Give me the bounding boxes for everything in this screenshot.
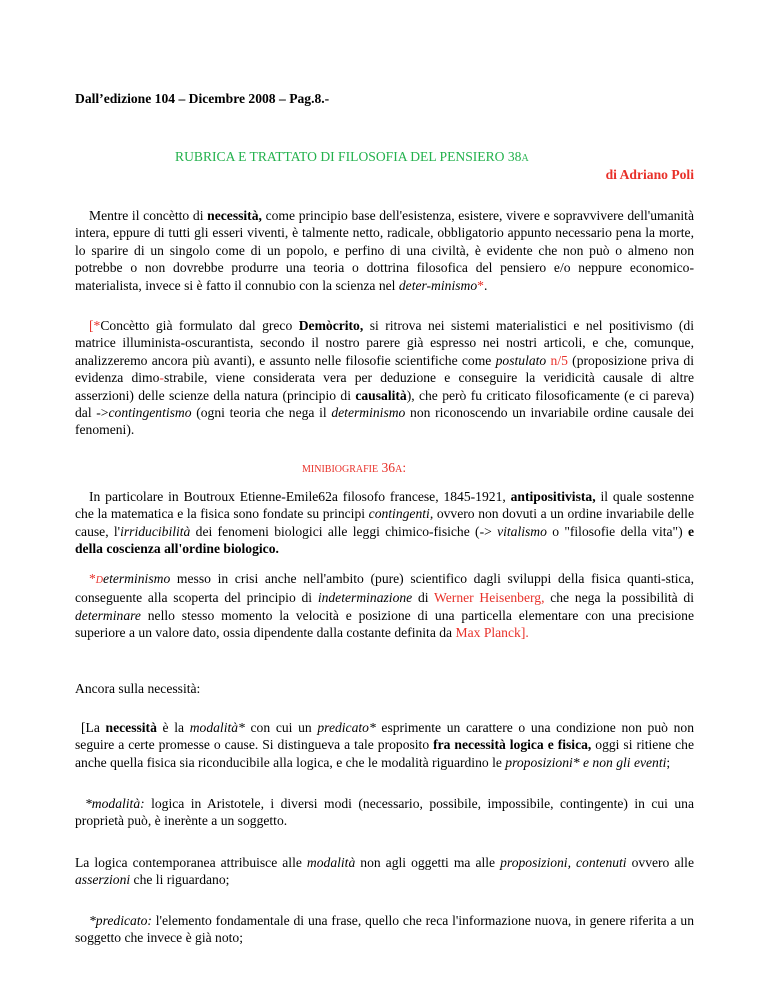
italic-term: determinare (75, 607, 141, 623)
section-title-suffix: A (521, 153, 529, 164)
italic-term: postulato (495, 352, 547, 368)
italic-term: asserzioni (75, 872, 131, 888)
paragraph-determinismo (75, 570, 694, 642)
text-run: con cui un (244, 720, 318, 735)
italic-term: predicato* (317, 720, 376, 735)
text-run: il quale sostenne che la matematica e la fisica sono fondate su principi (75, 489, 694, 522)
text-run: ovvero non dovuti a un ordine invariabile delle cause, l' (75, 506, 694, 539)
italic-term: determinismo (331, 405, 406, 421)
text-run: (ogni teoria che nega il (191, 405, 332, 421)
text-run: come principio base dell'esistenza, esistere, vivere e sopravvivere dell'umanità intera, eppure di tutti gli esseri viventi, è talmente netto, radicale, obbligatorio appunto necessario pena la morte, lo sparire di un singolo come di un popolo, e perfino di una civiltà, è evidente che non può o almeno non potrebbe o non dovrebbe produrre una teoria o dottrina filosofica del pensiero e/o neppure economico-materialista, invece si è fatto il connubio con la scienza nel (75, 208, 694, 293)
italic-term: eterminismo (103, 571, 171, 586)
text-run: messo in crisi anche nell'ambito (pure) scientifico dagli sviluppi della fisica quanti-stica, conseguente alla scoperta del principio di (75, 571, 694, 606)
text-run: ), che però fu criticato filosoficamente (e ci pareva) dal -> (75, 387, 694, 421)
text-run: non riconoscendo un invariabile ordine causale dei fenomeni). (75, 405, 695, 438)
italic-term: deter-minismo (398, 277, 478, 293)
paragraph-logica (75, 854, 694, 889)
text-run: In particolare in Boutroux Etienne-Emile62a filosofo francese, 1845-1921, (89, 489, 511, 504)
italic-term: modalità (306, 855, 356, 870)
footnote-star: * (89, 571, 96, 586)
paragraph-ancora: Ancora sulla necessità: (75, 681, 201, 696)
text-run: dei fenomeni biologici alle leggi chimico-fisiche (-> (190, 523, 498, 539)
text-run: logica in Aristotele, i diversi modi (necessario, possibile, impossibile, contingente) in cui una proprietà può, è inerènte a un soggetto. (75, 796, 694, 829)
name-heisenberg: Werner Heisenberg, (434, 590, 545, 606)
text-run: che nega la possibilità di (544, 590, 694, 606)
footnote-star: * (477, 277, 484, 293)
paragraph-la-necessita (75, 719, 694, 771)
italic-term: vitalismo (497, 523, 547, 539)
text-run: non agli oggetti ma alle (355, 855, 501, 870)
paragraph-boutroux (75, 488, 694, 558)
text-run: . (483, 277, 488, 293)
minibiografie-heading (302, 459, 406, 477)
minibiografie-number: 36 (378, 460, 396, 475)
name-planck: Max Planck]. (455, 625, 529, 641)
text-run: o "filosofie della vita") (546, 523, 688, 539)
hyphen-mark: - (159, 370, 164, 386)
author-line: di Adriano Poli (605, 167, 694, 182)
bold-term: Demòcrito, (298, 318, 364, 333)
bold-term: fra necessità logica e fisica, (433, 737, 592, 753)
section-title (175, 149, 529, 165)
text-run: è la (156, 720, 190, 735)
bold-term: antipositivista, (510, 489, 596, 504)
text-run: esprimente un carattere o una condizione non può non seguire a certe promesse o cause. Si distingueva a tale proposito (75, 720, 694, 753)
bold-term: necessità (105, 720, 157, 735)
italic-term: *modalità: (85, 796, 145, 811)
text-run: nello stesso momento la velocità e posizione di una particella elementare con una precisione superiore a un valore dato, ossia dipendente dalla costante definita da (75, 607, 694, 641)
bracket-star: [* (89, 318, 101, 333)
text-run: La logica contemporanea attribuisce alle (75, 855, 307, 870)
paragraph-predicato (75, 912, 694, 947)
minibiografie-label: MINIBIOGRAFIE (302, 464, 379, 475)
italic-term: proposizioni, contenuti (500, 855, 627, 870)
italic-term: irriducibilità (120, 523, 191, 539)
text-run: oggi si ritiene che anche quella fisica sia riconducibile alla logica, e che le modalità riguardino le (75, 737, 694, 770)
paragraph-modalita (75, 795, 694, 830)
edition-header: Dall’edizione 104 – Dicembre 2008 – Pag.8.- (75, 91, 330, 106)
text-run: ovvero alle (626, 855, 694, 870)
text-run: si ritrova nei sistemi materialistici e nel positivismo (di matrice illuminista-oscurantista, secondo il nostro parere già espresso nei nostri articoli, e che, comunque, analizzeremo ancora più avanti), e assunto nelle filosofie scientifiche come (75, 318, 694, 368)
text-run: [La (81, 720, 106, 735)
text-run: che li riguardano; (130, 872, 230, 888)
italic-term: indeterminazione (317, 590, 413, 606)
italic-term: contingentismo (108, 405, 192, 421)
text-run: Mentre il concètto di (89, 208, 208, 223)
bold-term: e della coscienza all'ordine biologico. (75, 523, 694, 557)
bold-term: necessità, (207, 208, 262, 223)
paragraph-democrito (75, 317, 694, 439)
italic-term: proposizioni* e non gli eventi (505, 754, 667, 770)
bold-term: causalità (355, 387, 407, 403)
text-run: (proposizione priva di evidenza dimo (75, 352, 694, 386)
minibiografie-colon: : (402, 460, 407, 475)
text-run: di (412, 590, 435, 606)
small-cap-letter: D (95, 575, 104, 586)
section-title-text: RUBRICA E TRATTATO DI FILOSOFIA DEL PENSIERO 38 (175, 149, 522, 164)
text-run: ; (666, 754, 671, 770)
paragraph-necessita (75, 207, 694, 294)
reference-note: n/5 (546, 352, 568, 368)
text-run: Concètto già formulato dal greco (100, 318, 299, 333)
text-run: l'elemento fondamentale di una frase, quello che reca l'informazione nuova, in genere riferita a un soggetto che invece è già noto; (75, 913, 694, 946)
italic-term: contingenti, (368, 506, 434, 522)
minibiografie-suffix: A (395, 464, 403, 475)
italic-term: modalità* (189, 720, 245, 735)
text-run: strabile, viene considerata vera per deduzione e conseguire la veridicità causale di altre asserzioni) delle scienze della natura (principio di (75, 370, 694, 403)
italic-term: *predicato: (89, 913, 152, 928)
